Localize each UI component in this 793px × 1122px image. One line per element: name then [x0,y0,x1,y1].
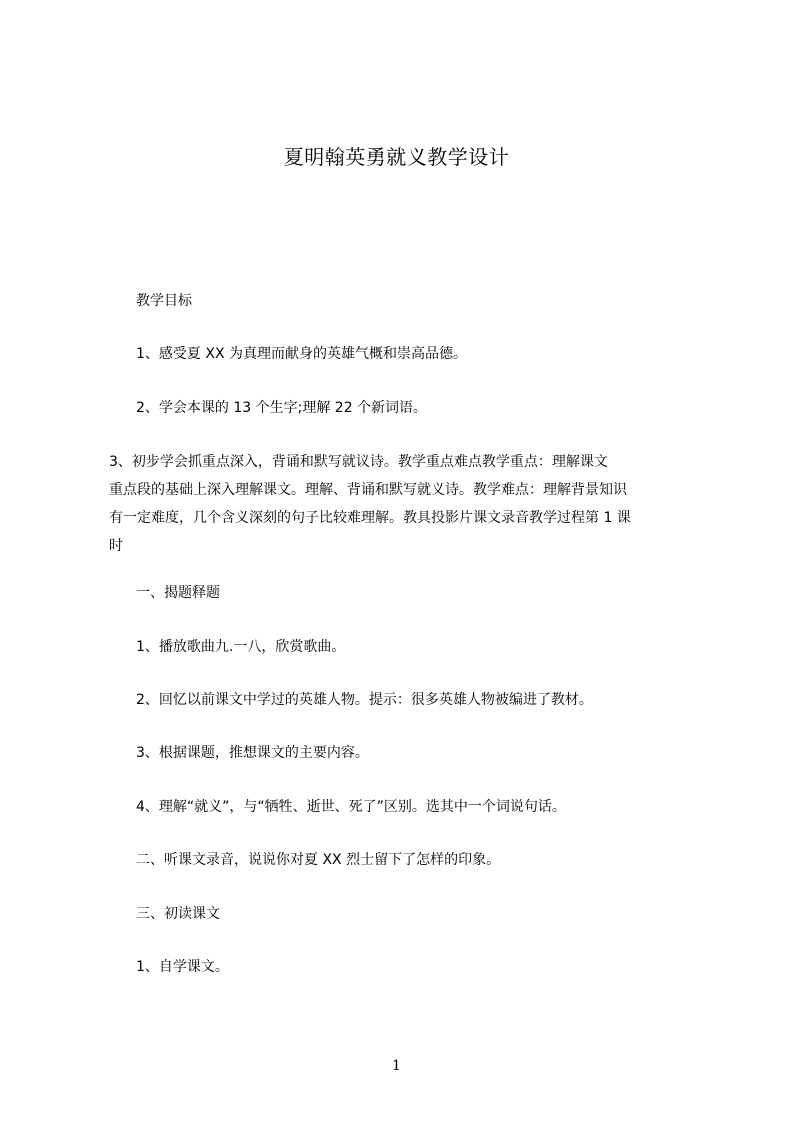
part-3-item-1: 1、自学课文。 [136,959,229,975]
objectives-heading: 教学目标 [136,293,192,309]
objective-3-line-3: 有一定难度，几个含义深刻的句子比较难理解。教具投影片课文录音教学过程第 1 课 [109,510,631,526]
objective-3-line-1: 3、初步学会抓重点深入，背诵和默写就议诗。教学重点难点教学重点：理解课文 [109,454,608,470]
objective-3-line-2: 重点段的基础上深入理解课文。理解、背诵和默写就义诗。教学难点：理解背景知识 [109,482,627,498]
part-1-heading: 一、揭题释题 [136,585,220,601]
objective-3-line-4: 时 [109,538,123,554]
part-3-heading: 三、初读课文 [136,906,220,922]
part-1-item-2: 2、回忆以前课文中学过的英雄人物。提示：很多英雄人物被编进了教材。 [136,692,593,708]
document-title: 夏明翰英勇就义教学设计 [283,145,510,169]
page-number: 1 [392,1058,401,1074]
part-2-heading: 二、听课文录音，说说你对夏 XX 烈士留下了怎样的印象。 [136,852,501,868]
objective-1: 1、感受夏 XX 为真理而献身的英雄气概和崇高品德。 [136,346,467,362]
part-1-item-1: 1、播放歌曲九.一八，欣赏歌曲。 [136,639,346,655]
objective-2: 2、学会本课的 13 个生字;理解 22 个新词语。 [136,400,428,416]
objective-3-paragraph [109,448,709,560]
part-1-item-3: 3、根据课题，推想课文的主要内容。 [136,745,369,761]
part-1-item-4: 4、理解“就义”，与“牺牲、逝世、死了”区别。选其中一个词说句话。 [136,799,566,815]
